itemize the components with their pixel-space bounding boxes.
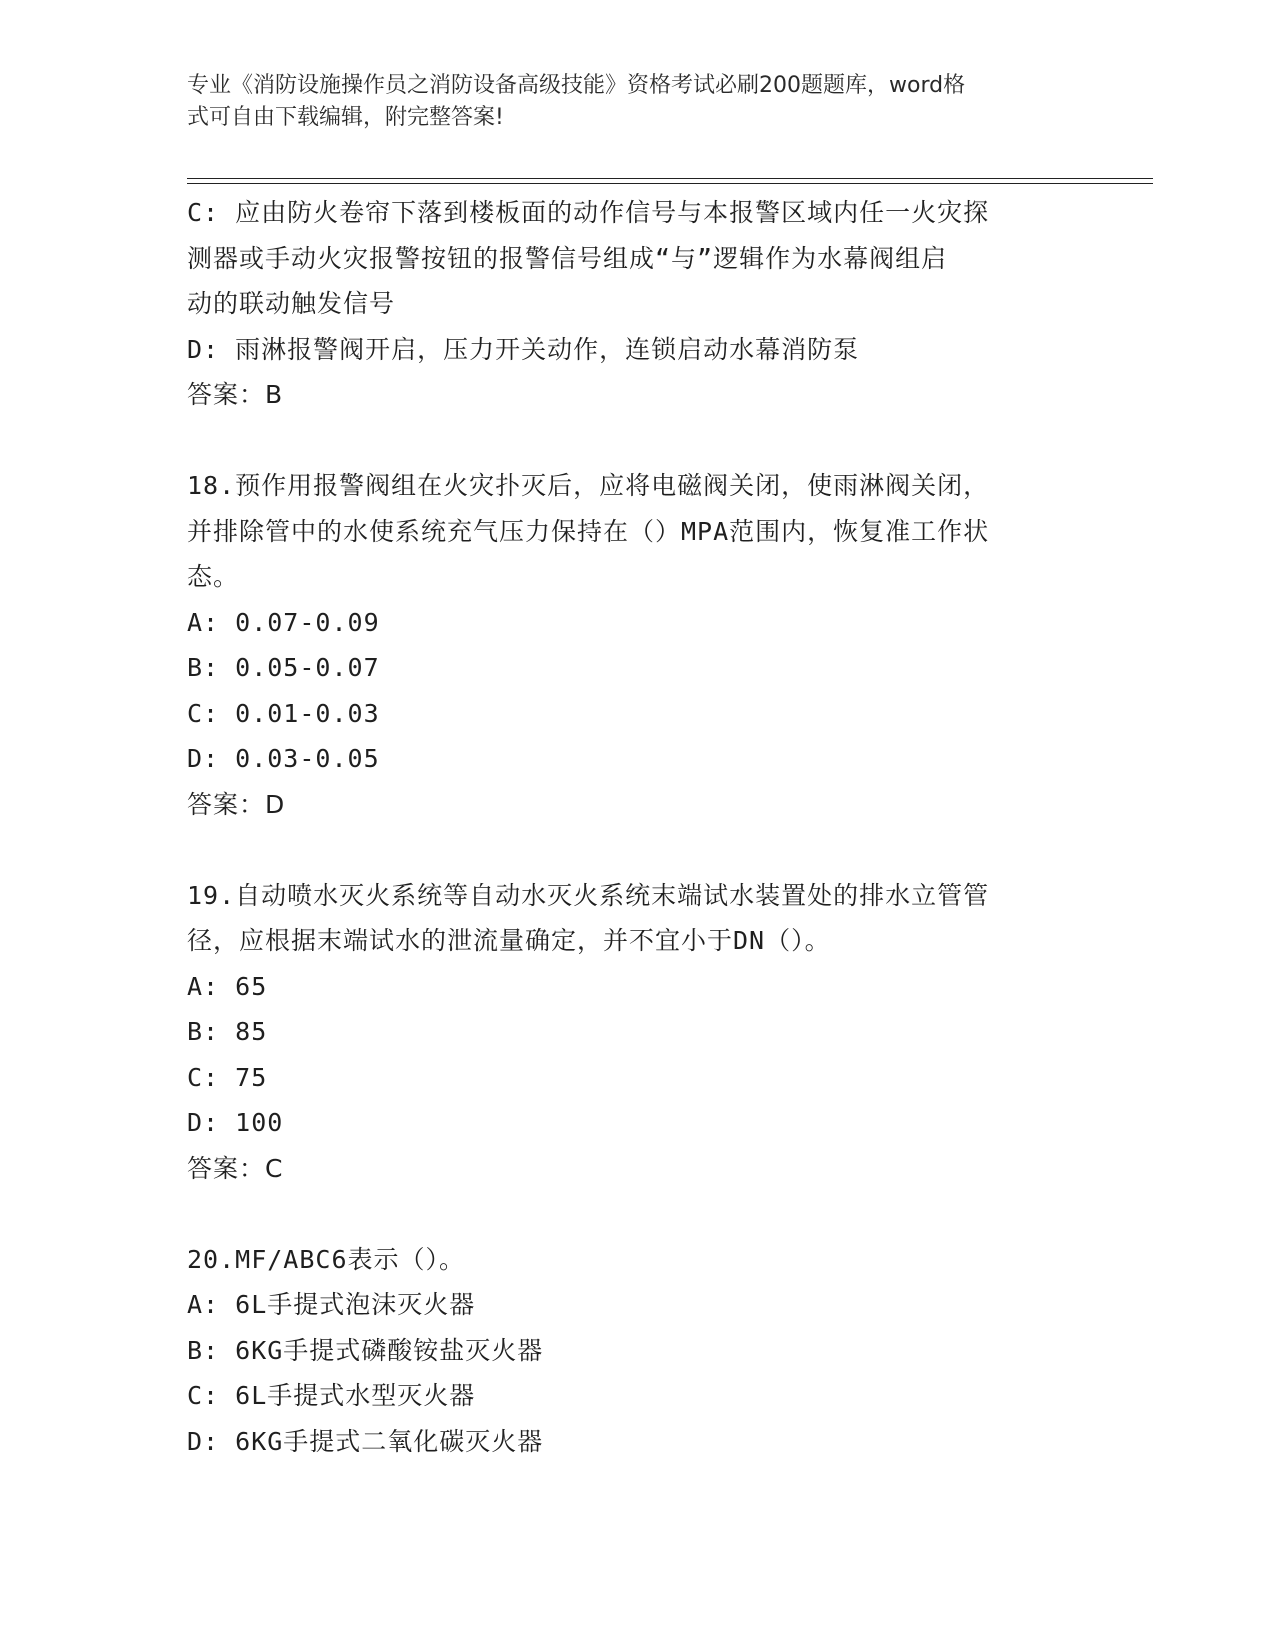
- option-c: C: 0.01-0.03: [187, 698, 380, 728]
- option-c-line-2: 测器或手动火灾报警按钮的报警信号组成“与”逻辑作为水幕阀组启: [187, 243, 948, 273]
- question-stem-line-2: 并排除管中的水使系统充气压力保持在（）MPA范围内，恢复准工作状: [187, 516, 990, 546]
- option-b: B: 6KG手提式磷酸铵盐灭火器: [187, 1335, 544, 1365]
- option-d: D: 100: [187, 1108, 284, 1137]
- option-c: C: 6L手提式水型灭火器: [187, 1381, 476, 1410]
- option-d: D: 6KG手提式二氧化碳灭火器: [187, 1426, 544, 1456]
- header-divider-bottom: [187, 183, 1153, 184]
- header-divider-top: [187, 178, 1153, 179]
- answer: 答案：C: [187, 1153, 284, 1183]
- question-stem-line-1: 20.MF/ABC6表示（）。: [187, 1244, 466, 1274]
- spacer: [187, 827, 1087, 873]
- spacer: [187, 1191, 1087, 1237]
- question-17-tail: [187, 190, 1087, 418]
- option-a: A: 65: [187, 971, 268, 1001]
- option-b: B: 0.05-0.07: [187, 653, 380, 682]
- spacer: [187, 418, 1087, 464]
- option-a: A: 6L手提式泡沫灭火器: [187, 1290, 476, 1319]
- header-line-2: 式可自由下载编辑，附完整答案!: [187, 105, 504, 130]
- question-18: [187, 463, 1087, 827]
- question-20: [187, 1237, 1087, 1465]
- option-c: C: 75: [187, 1062, 268, 1092]
- option-d: D: 0.03-0.05: [187, 744, 380, 773]
- question-list: [187, 190, 1087, 1464]
- question-stem-line-1: 18.预作用报警阀组在火灾扑灭后，应将电磁阀关闭，使雨淋阀关闭，: [187, 471, 990, 500]
- document-header: [187, 70, 1067, 134]
- question-stem-line-3: 态。: [187, 562, 240, 591]
- question-stem-line-1: 19.自动喷水灭火系统等自动水灭火系统末端试水装置处的排水立管管: [187, 880, 990, 910]
- question-stem-line-2: 径，应根据末端试水的泄流量确定，并不宜小于DN（）。: [187, 926, 831, 955]
- option-c-line-1: C: 应由防火卷帘下落到楼板面的动作信号与本报警区域内任一火灾探: [187, 198, 990, 227]
- option-b: B: 85: [187, 1017, 268, 1046]
- answer: 答案：D: [187, 789, 286, 819]
- option-c-line-3: 动的联动触发信号: [187, 289, 396, 318]
- question-19: [187, 873, 1087, 1192]
- answer: 答案：B: [187, 380, 284, 409]
- option-a: A: 0.07-0.09: [187, 607, 380, 637]
- header-line-1: 专业《消防设施操作员之消防设备高级技能》资格考试必刷200题题库，word格: [187, 73, 966, 98]
- option-d: D: 雨淋报警阀开启，压力开关动作，连锁启动水幕消防泵: [187, 334, 860, 364]
